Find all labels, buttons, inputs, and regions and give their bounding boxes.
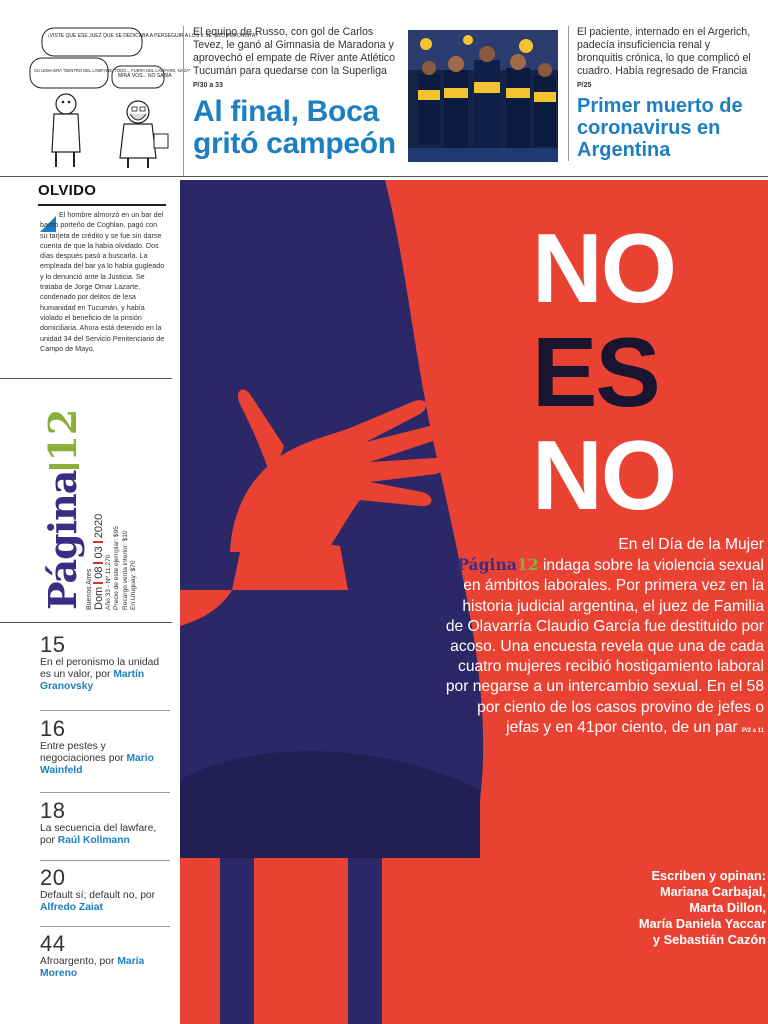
boca-champion-story[interactable] xyxy=(183,26,403,176)
cartoon-bubble-1: ¡VISTE QUE ESE JUEZ QUE SE DEDICABA A PERSEGUIR A LOS K SE HIZO PERONISTA? xyxy=(48,33,258,39)
pagina12-logo: Página12 xyxy=(40,408,85,610)
uruguay-price: En Uruguay: $70 xyxy=(130,560,138,610)
issue-surcharge: Recargo venta interior: $10 xyxy=(121,530,129,610)
edition-info xyxy=(86,380,139,610)
index-divider xyxy=(40,926,170,927)
index-author: Raúl Kollmann xyxy=(57,835,130,846)
edition-date: Dom08032020 xyxy=(93,513,105,610)
page-ref: P/25 xyxy=(577,82,592,89)
coronavirus-headline[interactable]: Primer muerto de coronavirus en Argentina xyxy=(577,95,743,161)
contributor: Marta Dillon, xyxy=(689,900,766,915)
olvido-body: El hombre almorzó en un bar del barrio porteño de Coghlan, pagó con su tarjeta de crédito y se fue sin darse cuenta de que la había olvidado. Dos días después pasó a buscarla. La empleada del bar ya lo había gugleado y lo denunció ante la Justicia. Se trataba de Jorge Omar Lazarte, condenado por delitos de lesa humanidad en Tucumán, y había violado el beneficio de la prisión domiciliaria. Ahora está detenido en la unidad 34 del Servicio Penitenciario de Campo de Mayo. xyxy=(40,210,165,353)
index-item[interactable]: 16 Entre pestes y negociaciones por Mario Wainfeld xyxy=(40,717,170,777)
contributors xyxy=(510,868,766,948)
index-page: 15 xyxy=(40,632,66,657)
boca-story-summary: El equipo de Russo, con gol de Carlos Tevez, le ganó al Gimnasia de Maradona y aprovechó el empate de River ante Atlético Tucumán para quedarse con la Superliga P/30 a 33 xyxy=(193,26,395,89)
index-item[interactable]: 15 En el peronismo la unidad es un valor, por Martín Granovsky xyxy=(40,633,170,693)
headline-no-2: NO xyxy=(532,420,675,530)
city: Buenos Aires xyxy=(86,568,93,610)
issue-number: Año 33 - Nº 11.270 xyxy=(105,554,112,610)
index-author: Mario Wainfeld xyxy=(40,753,154,776)
masthead-divider xyxy=(0,622,172,623)
contributor: María Daniela Yaccar xyxy=(638,916,766,931)
cartoon-bubble-2: MIRÁ VOS... NO SABÍA xyxy=(118,73,172,79)
cartoon-bubble-3: SU LEMA ERA "DENTRO DEL LAWFARE, TODO... FUERA DEL LAWFARE, NADA" xyxy=(34,68,191,73)
coronavirus-story-summary: El paciente, internado en el Argerich, padecía insuficiencia renal y bronquitis crónica, lo que complicó el cuadro. Había regresado de Francia P/25 xyxy=(577,26,751,89)
issue-price: Precio de este ejemplar: $95 xyxy=(113,526,121,610)
index-item[interactable]: 18 La secuencia del lawfare, por Raúl Kollmann xyxy=(40,799,170,847)
index-page: 44 xyxy=(40,931,66,956)
contributor: Mariana Carbajal, xyxy=(660,884,766,899)
index-author: Martín Granovsky xyxy=(40,669,145,692)
index-author: María Moreno xyxy=(40,956,145,979)
pagina12-inline-logo: Página12 xyxy=(457,555,539,575)
contributors-title: Escriben y opinan: xyxy=(651,868,766,883)
olvido-column[interactable] xyxy=(0,176,170,376)
contributor: y Sebastián Cazón xyxy=(652,932,766,947)
index-page: 18 xyxy=(40,798,66,823)
index-divider xyxy=(40,792,170,793)
index-author: Alfredo Zaiat xyxy=(40,902,103,913)
page-ref: P/2 a 11 xyxy=(741,727,764,734)
index-divider xyxy=(40,860,170,861)
cover-story[interactable] xyxy=(180,180,768,1024)
index-divider xyxy=(40,710,170,711)
olvido-rule xyxy=(38,204,166,206)
boca-celebration-photo xyxy=(408,30,558,162)
index-page: 16 xyxy=(40,716,66,741)
boca-headline[interactable]: Al final, Boca gritó campeón xyxy=(193,95,396,160)
headline-no-1: NO xyxy=(532,213,675,323)
olvido-title: OLVIDO xyxy=(38,182,97,199)
index-page: 20 xyxy=(40,865,66,890)
masthead xyxy=(0,378,170,618)
headline-es: ES xyxy=(532,317,659,427)
coronavirus-story[interactable] xyxy=(568,26,758,161)
page-ref: P/30 a 33 xyxy=(193,82,223,89)
cover-lede: En el Día de la Mujer Página12 indaga sobre la violencia sexual en ámbitos laborales. Por primera vez en la historia judicial argentina, el juez de Familia de Olavarría Claudio García fue destituido por acoso. Una encuesta revela que una de cada cuatro mujeres recibió hostigamiento laboral por negarse a un intercambio sexual. En el 58 por ciento de los casos provino de jefes o jefas y en 41por ciento, de un par P/2 a 11 xyxy=(445,536,764,736)
index-item[interactable]: 44 Afroargento, por María Moreno xyxy=(40,932,170,980)
index-item[interactable]: 20 Default sí; default no, por Alfredo Zaiat xyxy=(40,866,170,914)
